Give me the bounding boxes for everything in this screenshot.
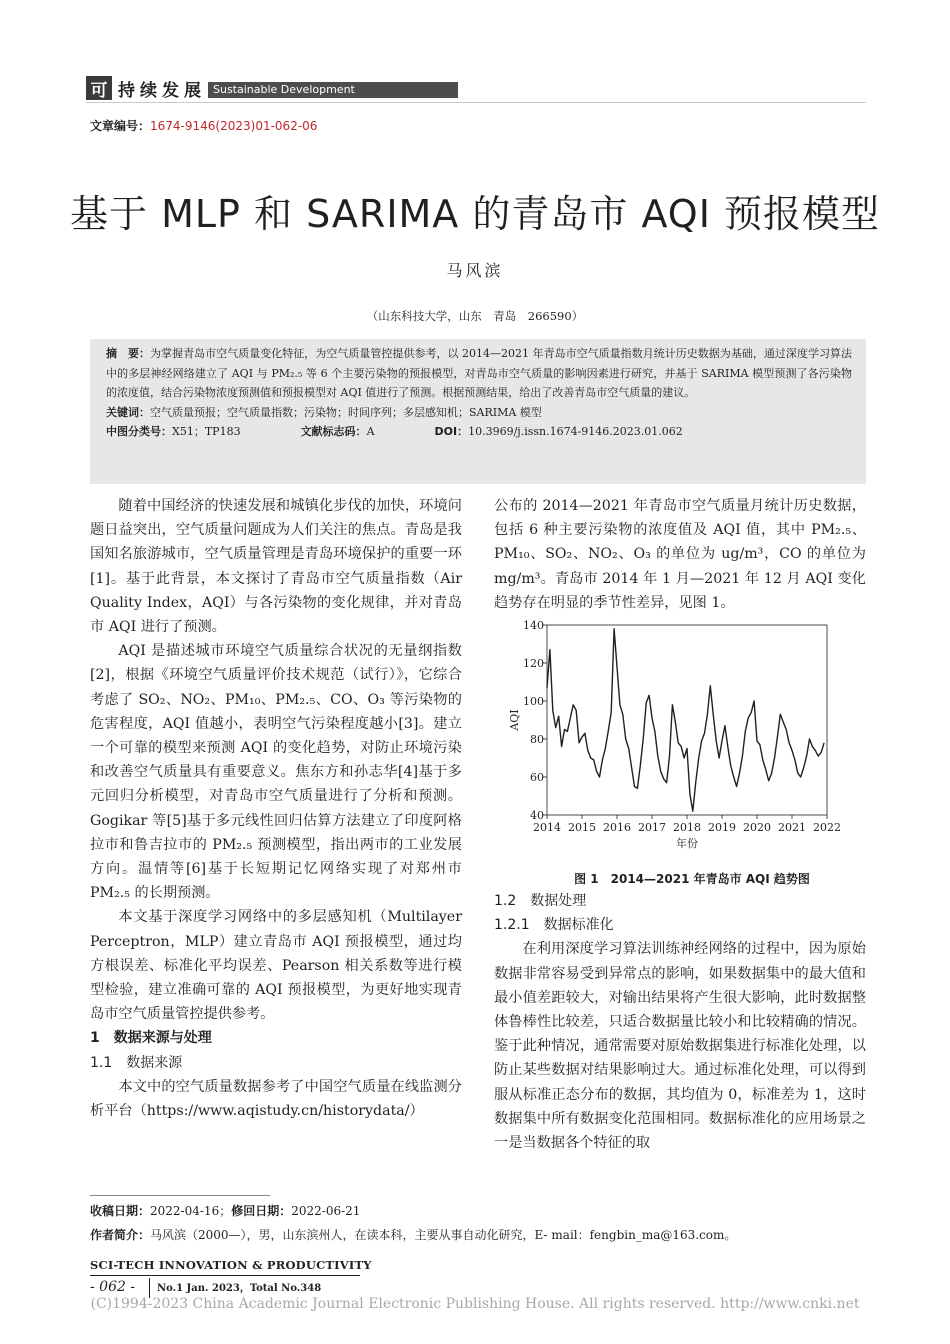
y-tick-label: 120 <box>523 657 544 671</box>
revised-date: 2022-06-21 <box>291 1204 361 1218</box>
figure-1-chart <box>494 615 866 867</box>
y-tick-label: 80 <box>530 733 544 747</box>
x-tick-label: 2021 <box>778 821 806 835</box>
column-badge: 可 <box>86 76 112 100</box>
article-number <box>90 117 317 134</box>
x-tick-label: 2015 <box>568 821 596 835</box>
footer-divider <box>90 1275 360 1276</box>
bio-label: 作者简介： <box>90 1228 151 1242</box>
article-number-value: 1674-9146(2023)01-062-06 <box>150 119 318 133</box>
data-source-continued: 公布的 2014—2021 年青岛市空气质量月统计历史数据，包括 6 种主要污染物的浓度值及 AQI 值，其中 PM₂.₅、PM₁₀、SO₂、NO₂、O₃ 的单位为 ug/m³，CO 的单位为 mg/m³。青岛市 2014 年 1 月—2021 年 12 月 AQI 变化趋势存在明显的季节性差异，见图 1。 <box>494 498 866 611</box>
doccode-value: A <box>366 425 375 438</box>
section-heading-1-1: 1.1 数据来源 <box>90 1054 183 1071</box>
classification-line <box>106 422 852 442</box>
section-heading-1: 1 数据来源与处理 <box>90 1030 212 1047</box>
author-affiliation: （山东科技大学，山东 青岛 266590） <box>366 309 584 323</box>
standardization-paragraph: 在利用深度学习算法训练神经网络的过程中，因为原始数据非常容易受到异常点的影响，如果数据集中的最大值和最小值差距较大，对输出结果将产生很大影响，此时数据整体鲁棒性比较差，只适合数据量比较小和比较精确的情况。鉴于此种情况，通常需要对原始数据集进行标准化处理，以防止某些数据对结果影响过大。通过标准化处理，可以得到服从标准正态分布的数据，其均值为 0，标准差为 1，这时数据集中所有数据变化范围相同。数据标准化的应用场景之一是当数据各个特征的取 <box>494 941 866 1152</box>
page-number: - 062 - <box>90 1279 136 1295</box>
x-tick-label: 2016 <box>603 821 631 835</box>
doi-value: 10.3969/j.issn.1674-9146.2023.01.062 <box>468 425 683 438</box>
abstract-box <box>90 339 866 484</box>
keywords <box>106 403 852 423</box>
keywords-label: 关键词： <box>106 405 150 419</box>
column-name-en: Sustainable Development <box>208 82 458 98</box>
intro-paragraph-3: 本文基于深度学习网络中的多层感知机（Multilayer Perceptron，MLP）建立青岛市 AQI 预报模型，通过均方根误差、标准化平均误差、Pearson 相关系数等进行模型检验，建立准确可靠的 AQI 预报模型，为更好地实现青岛市空气质量管控提供参考。 <box>90 909 462 1023</box>
copyright-notice: (C)1994-2023 China Academic Journal Electronic Publishing House. All rights reserved. http://www.cnki.net <box>90 1296 860 1312</box>
doccode-label: 文献标志码： <box>300 425 367 438</box>
doi-label: DOI： <box>434 425 469 438</box>
issue-info: No.1 Jan. 2023，Total No.348 <box>157 1283 322 1294</box>
plot-frame <box>547 625 827 815</box>
received-date: 2022-04-16 <box>150 1204 220 1218</box>
bio-text: 马风滨（2000—），男，山东滨州人，在读本科，主要从事自动化研究，E- mail：fengbin_ma@163.com。 <box>150 1228 737 1242</box>
column-name-cn: 持续发展 <box>118 80 206 101</box>
aqi-trend-chart <box>494 615 866 867</box>
data-source-paragraph: 本文中的空气质量数据参考了中国空气质量在线监测分析平台（https://www.aqistudy.cn/historydata/） <box>90 1078 462 1120</box>
abstract <box>106 344 852 403</box>
keywords-text: 空气质量预报；空气质量指数；污染物；时间序列；多层感知机；SARIMA 模型 <box>150 405 542 419</box>
abstract-text: 为掌握青岛市空气质量变化特征，为空气质量管控提供参考，以 2014—2021 年青岛市空气质量指数月统计历史数据为基础，通过深度学习算法中的多层神经网络建立了 AQI 与 PM₂.₅ 等 6 个主要污染物的预报模型，对青岛市空气质量的影响因素进行研究，并基于 SARIMA 模型预测了各污染物的浓度值，结合污染物浓度预测值和预报模型对 AQI 值进行了预测。根据预测结果，给出了改善青岛市空气质量的建议。 <box>106 347 853 399</box>
figure-1-caption: 图 1 2014—2021 年青岛市 AQI 趋势图 <box>574 872 810 887</box>
journal-name: SCI-TECH INNOVATION & PRODUCTIVITY <box>90 1258 372 1272</box>
paper-title: 基于 MLP 和 SARIMA 的青岛市 AQI 预报模型 <box>69 192 880 236</box>
right-column <box>494 494 866 1155</box>
header-divider <box>86 102 866 103</box>
author-bio <box>90 1226 736 1243</box>
footer-separator <box>149 1278 150 1298</box>
x-tick-label: 2017 <box>638 821 666 835</box>
revised-label: 修回日期： <box>231 1204 292 1218</box>
y-axis-label: AQI <box>508 709 521 731</box>
y-tick-label: 100 <box>523 695 544 709</box>
clc-value: X51；TP183 <box>172 425 241 438</box>
x-tick-label: 2018 <box>673 821 701 835</box>
x-tick-label: 2019 <box>708 821 736 835</box>
intro-paragraph-1: 随着中国经济的快速发展和城镇化步伐的加快，环境问题日益突出，空气质量问题成为人们关注的焦点。青岛是我国知名旅游城市，空气质量管理是青岛环境保护的重要一环[1]。基于此背景，本文探讨了青岛市空气质量指数（Air Quality Index，AQI）与各污染物的变化规律，并对青岛市 AQI 进行了预测。 <box>90 498 462 636</box>
author-name: 马风滨 <box>446 261 504 280</box>
y-tick-label: 60 <box>530 771 544 785</box>
x-axis-label: 年份 <box>676 837 698 851</box>
received-dates: 收稿日期：2022-04-16；修回日期：2022-06-21 <box>90 1204 361 1218</box>
series-line-aqi <box>547 629 824 811</box>
received-label: 收稿日期： <box>90 1204 151 1218</box>
x-tick-label: 2022 <box>813 821 841 835</box>
clc-label: 中图分类号： <box>106 425 172 438</box>
footnote-divider <box>90 1195 270 1196</box>
left-column <box>90 494 462 1123</box>
journal-column-header <box>86 74 355 102</box>
section-heading-1-2: 1.2 数据处理 <box>494 893 587 910</box>
y-tick-label: 140 <box>523 619 544 633</box>
x-tick-label: 2020 <box>743 821 771 835</box>
article-number-label: 文章编号： <box>90 119 151 133</box>
x-tick-label: 2014 <box>533 821 561 835</box>
y-tick-label: 40 <box>530 809 544 823</box>
abstract-label: 摘 要： <box>106 347 151 360</box>
intro-paragraph-2: AQI 是描述城市环境空气质量综合状况的无量纲指数[2]，根据《环境空气质量评价技术规范（试行）》，它综合考虑了 SO₂、NO₂、PM₁₀、PM₂.₅、CO、O₃ 等污染物的危害程度，AQI 值越小，表明空气污染程度越小[3]。建立一个可靠的模型来预测 AQI 的变化趋势，对防止环境污染和改善空气质量具有重要意义。焦东方和孙志华[4]基于多元回归分析模型，对青岛市空气质量进行了分析和预测。Gogikar 等[5]基于多元线性回归估算方法建立了印度阿格拉市和鲁吉拉市的 PM₂.₅ 预测模型，指出两市的工业发展方向。温情等[6]基于长短期记忆网络实现了对郑州市 PM₂.₅ 的长期预测。 <box>90 643 462 902</box>
section-heading-1-2-1: 1.2.1 数据标准化 <box>494 917 614 934</box>
